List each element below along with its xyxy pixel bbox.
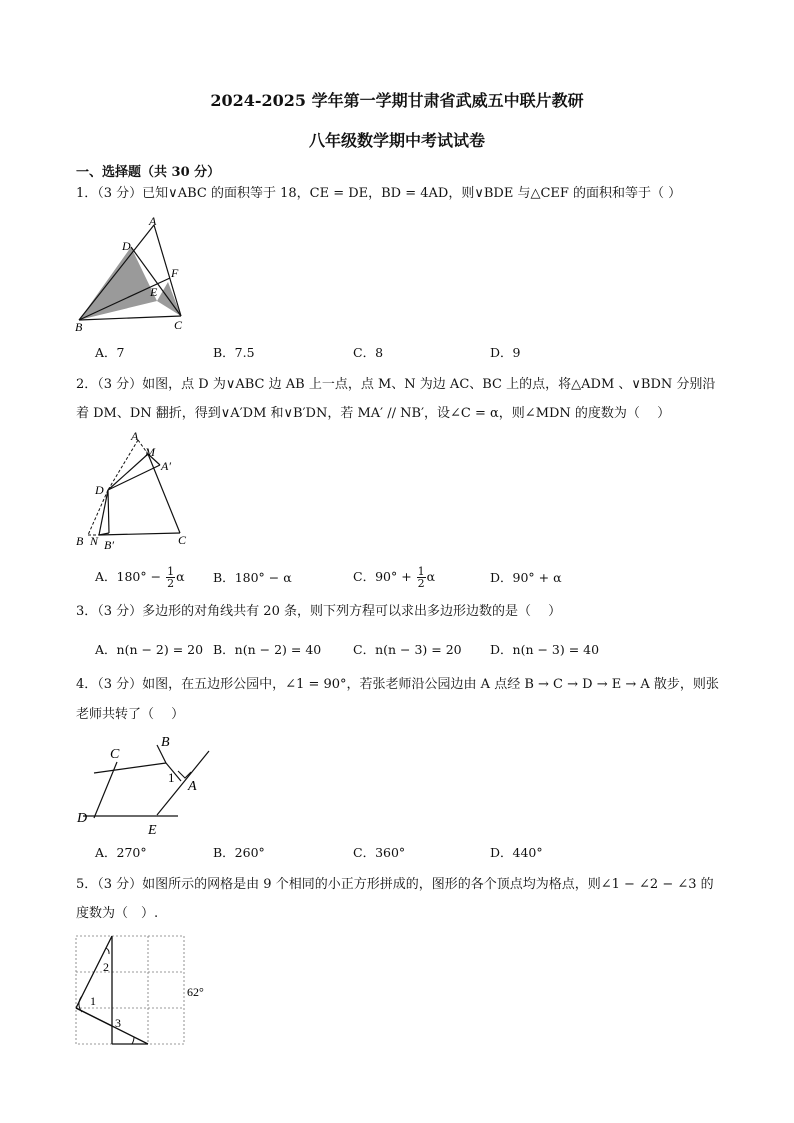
label-c: C [178,533,187,547]
question-5-text-line1: 5．（3 分）如图所示的网格是由 9 个相同的小正方形拼成的，图形的各个顶点均为格点，则∠1 − ∠2 − ∠3 的 [76,877,714,892]
question-4-option-d: D．440° [490,845,543,860]
question-1-option-d: D．9 [490,345,521,360]
label-b: B [75,320,83,334]
grid [76,936,184,1044]
question-1-figure [70,213,200,335]
question-4-text-line1: 4．（3 分）如图，在五边形公园中，∠1 = 90°，若张老师沿公园边由 A 点经 B → C → D → E → A 散步，则张 [76,677,719,692]
question-4-option-b: B．260° [213,845,265,860]
question-5-figure [74,934,234,1048]
label-d: D [95,483,104,497]
question-1-option-b: B．7.5 [213,345,255,360]
question-5-text-line2: 度数为（ ）. [76,906,159,921]
label-c: C [110,747,120,762]
label-e: E [148,823,157,838]
question-2-option-a: A．180° − $\frac{1}{2}$ α [95,565,185,590]
question-3-option-d: D．n(n − 3) = 40 [490,642,600,657]
exam-title-line2: 八年级数学期中考试试卷 [308,131,485,150]
section-heading: 一、选择题（共 30 分） [76,165,221,180]
label-n: N [90,534,99,548]
question-2-option-b: B．180° − α [213,570,292,585]
question-1-option-c: C．8 [353,345,384,360]
label-b-prime: B′ [104,538,114,552]
label-a: A [149,214,157,228]
question-3-option-c: C．n(n − 3) = 20 [353,642,462,657]
label-angle-2: 2 [103,960,109,974]
label-a: A [131,429,139,443]
question-3-option-b: B．n(n − 2) = 40 [213,642,322,657]
exam-title-line1: 2024-2025 学年第一学期甘肃省武威五中联片教研 [210,91,584,110]
label-angle-1: 1 [168,770,175,785]
label-e: E [150,285,158,299]
label-m: M [145,445,155,459]
question-2-option-c: C．90° + $\frac{1}{2}$ α [353,565,436,590]
question-2-figure [70,428,200,554]
question-1-text: 1．（3 分）已知∨ABC 的面积等于 18，CE = DE，BD = 4AD，则∨BDE 与△CEF 的面积和等于（ ） [76,186,682,201]
label-f: F [171,266,179,280]
label-c: C [174,318,183,332]
question-2-text-line2: 着 DM、DN 翻折，得到∨A′DM 和∨B′DN，若 MA′ // NB′，设∠C = α，则∠MDN 的度数为（ ） [76,406,671,421]
label-b: B [76,534,84,548]
label-62-degrees: 62° [187,985,204,999]
label-d: D [122,239,131,253]
shaded-triangle-bde [79,247,157,320]
label-a-prime: A′ [161,459,171,473]
label-b: B [161,735,170,750]
question-3-text: 3．（3 分）多边形的对角线共有 20 条，则下列方程可以求出多边形边数的是（ ） [76,604,562,619]
label-d: D [77,811,88,826]
question-4-text-line2: 老师共转了（ ） [76,707,185,722]
question-3-option-a: A．n(n − 2) = 20 [95,642,204,657]
question-2-option-d: D．90° + α [490,570,562,585]
question-2-text-line1: 2．（3 分）如图，点 D 为∨ABC 边 AB 上一点，点 M、N 为边 AC、BC 上的点，将△ADM 、∨BDN 分别沿 [76,377,716,392]
question-4-option-c: C．360° [353,845,406,860]
question-4-option-a: A．270° [95,845,147,860]
label-a: A [188,779,197,794]
label-angle-3: 3 [115,1016,121,1030]
question-1-option-a: A．7 [95,345,125,360]
question-4-figure [70,728,220,838]
label-angle-1: 1 [90,994,96,1008]
